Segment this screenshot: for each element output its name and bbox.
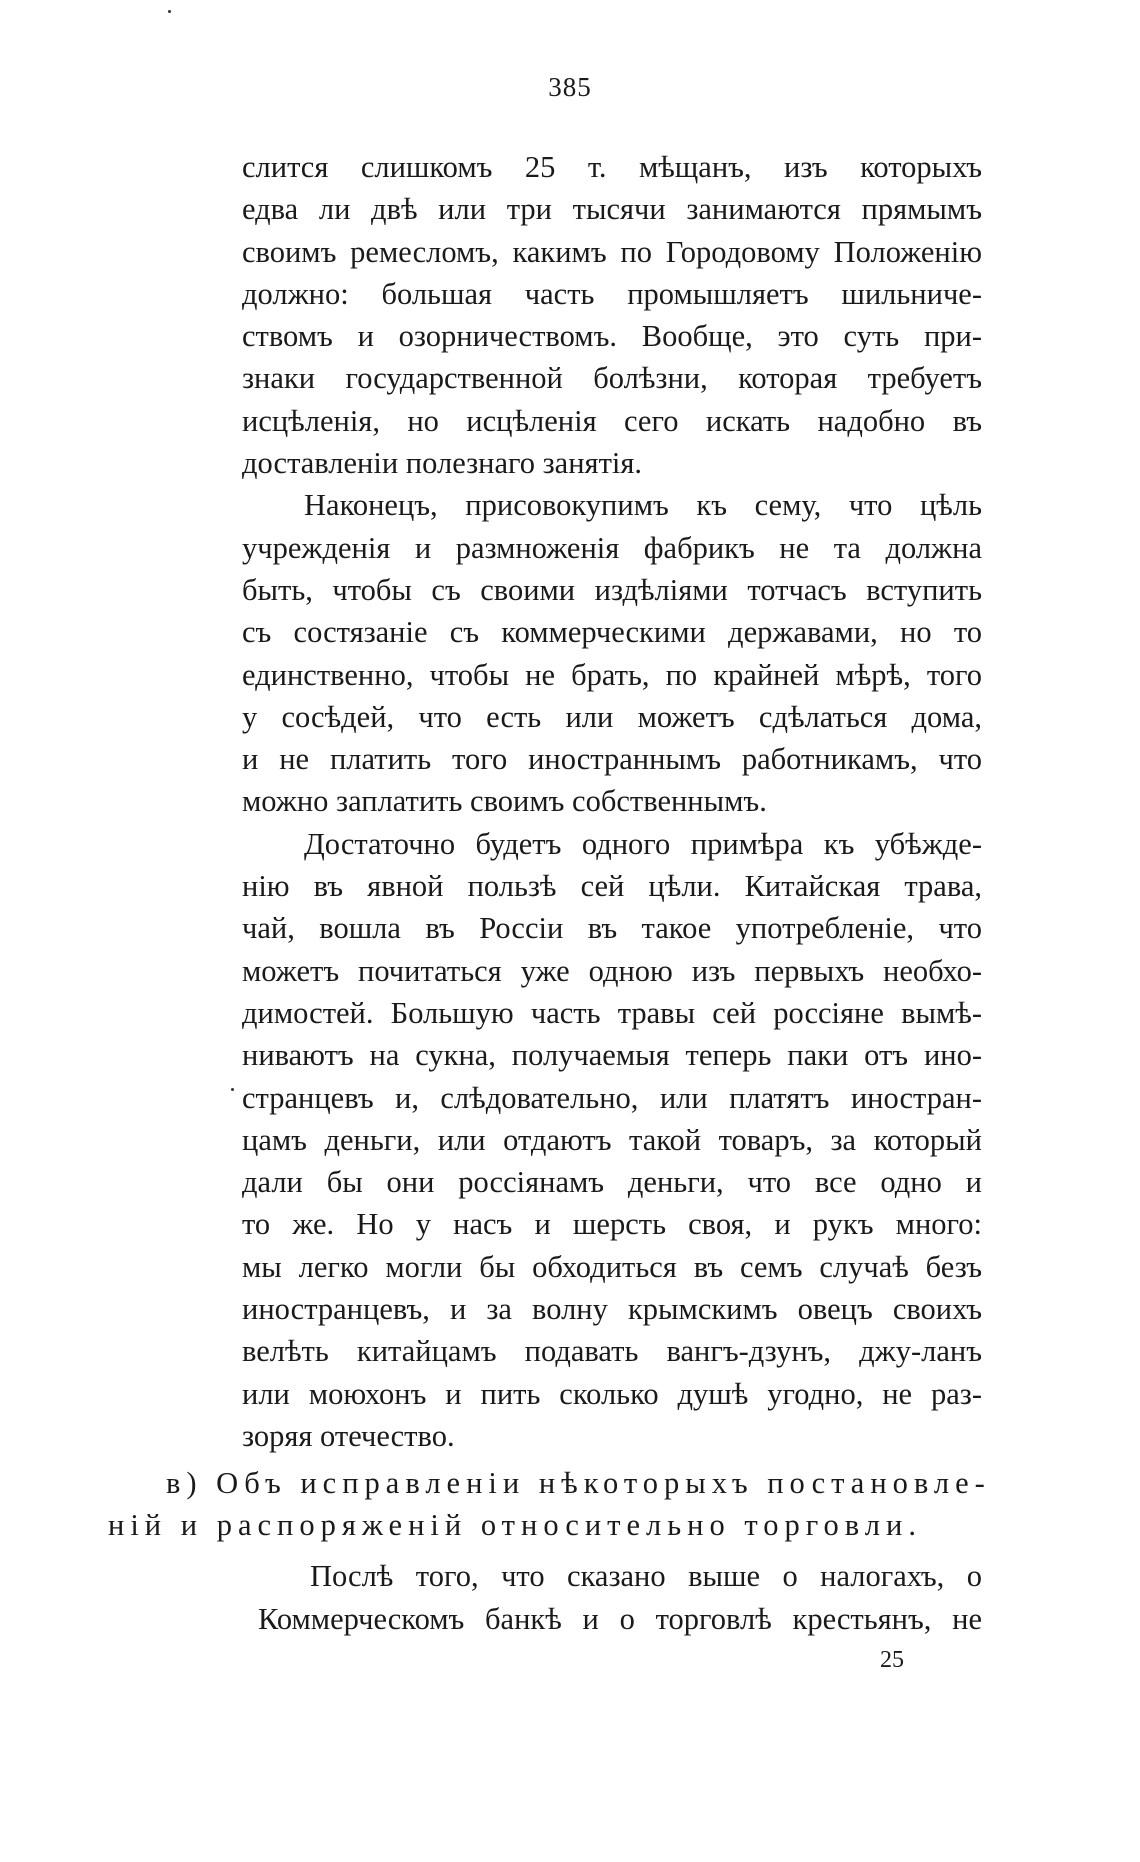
text-line: цамъ деньги, или отдаютъ такой товаръ, за который xyxy=(242,1122,982,1157)
section-heading-line: в) Объ исправленіи нѣкоторыхъ постановле- xyxy=(166,1466,991,1500)
section-heading xyxy=(108,1462,991,1546)
scan-speck xyxy=(231,1088,234,1091)
text-line: нію въ явной пользѣ сей цѣли. Китайская трава, xyxy=(242,869,982,904)
body-text xyxy=(242,146,982,1457)
text-line: Послѣ того, что сказано выше о налогахъ, о xyxy=(310,1559,982,1593)
section-body xyxy=(258,1555,982,1641)
text-line: или моюхонъ и пить сколько душѣ угодно, не раз- xyxy=(242,1376,982,1411)
text-line: можетъ почитаться уже одною изъ первыхъ необхо- xyxy=(242,953,982,988)
text-line: своимъ ремесломъ, какимъ по Городовому Положенію xyxy=(242,234,982,269)
text-line: можно заплатить своимъ собственнымъ. xyxy=(242,784,767,819)
text-line: ствомъ и озорничествомъ. Вообще, это суть при- xyxy=(242,319,982,354)
text-line: единственно, чтобы не брать, по крайней мѣрѣ, того xyxy=(242,657,982,692)
text-line: должно: большая часть промышляетъ шильниче- xyxy=(242,276,982,311)
signature-mark: 25 xyxy=(880,1647,904,1673)
text-line: дали бы они россіянамъ деньги, что все одно и xyxy=(242,1165,982,1200)
text-line: слится слишкомъ 25 т. мѣщанъ, изъ которыхъ xyxy=(242,150,982,184)
text-line: странцевъ и, слѣдовательно, или платятъ иностран- xyxy=(242,1080,982,1115)
text-line: зоряя отечество. xyxy=(242,1418,455,1453)
text-line: съ состязаніе съ коммерческими державами, но то xyxy=(242,615,982,650)
text-line: мы легко могли бы обходиться въ семъ случаѣ безъ xyxy=(242,1249,982,1284)
text-line: едва ли двѣ или три тысячи занимаются прямымъ xyxy=(242,192,982,227)
text-line: Наконецъ, присовокупимъ къ сему, что цѣль xyxy=(304,488,982,523)
text-line: то же. Но у насъ и шерсть своя, и рукъ много: xyxy=(242,1207,982,1242)
text-line: велѣть китайцамъ подавать вангъ-дзунъ, джу-ланъ xyxy=(242,1334,982,1369)
text-line: димостей. Большую часть травы сей россіяне вымѣ- xyxy=(242,995,982,1030)
text-line: быть, чтобы съ своими издѣліями тотчасъ вступить xyxy=(242,572,982,607)
section-heading-line: ній и распоряженій относительно торговли. xyxy=(108,1508,922,1542)
text-line: доставленіи полезнаго занятія. xyxy=(242,446,643,481)
paragraph-3 xyxy=(242,823,982,1457)
text-line: знаки государственной болѣзни, которая требуетъ xyxy=(242,361,982,396)
scan-speck xyxy=(168,10,171,13)
text-line: исцѣленія, но исцѣленія сего искать надобно въ xyxy=(242,403,982,438)
paragraph-2 xyxy=(242,484,982,822)
text-line: учрежденія и размноженія фабрикъ не та должна xyxy=(242,530,982,565)
text-line: у сосѣдей, что есть или можетъ сдѣлаться дома, xyxy=(242,699,982,734)
text-line: Коммерческомъ банкѣ и о торговлѣ крестьянъ, не xyxy=(258,1602,982,1636)
text-line: ниваютъ на сукна, получаемыя теперь паки отъ ино- xyxy=(242,1038,982,1073)
text-line: иностранцевъ, и за волну крымскимъ овецъ своихъ xyxy=(242,1292,982,1327)
page-number: 385 xyxy=(548,72,592,102)
text-line: чай, вошла въ Россіи въ такое употребленіе, что xyxy=(242,911,982,946)
text-line: Достаточно будетъ одного примѣра къ убѣжде- xyxy=(304,826,982,861)
paragraph-1 xyxy=(242,146,982,484)
text-line: и не платить того иностраннымъ работникамъ, что xyxy=(242,742,982,777)
